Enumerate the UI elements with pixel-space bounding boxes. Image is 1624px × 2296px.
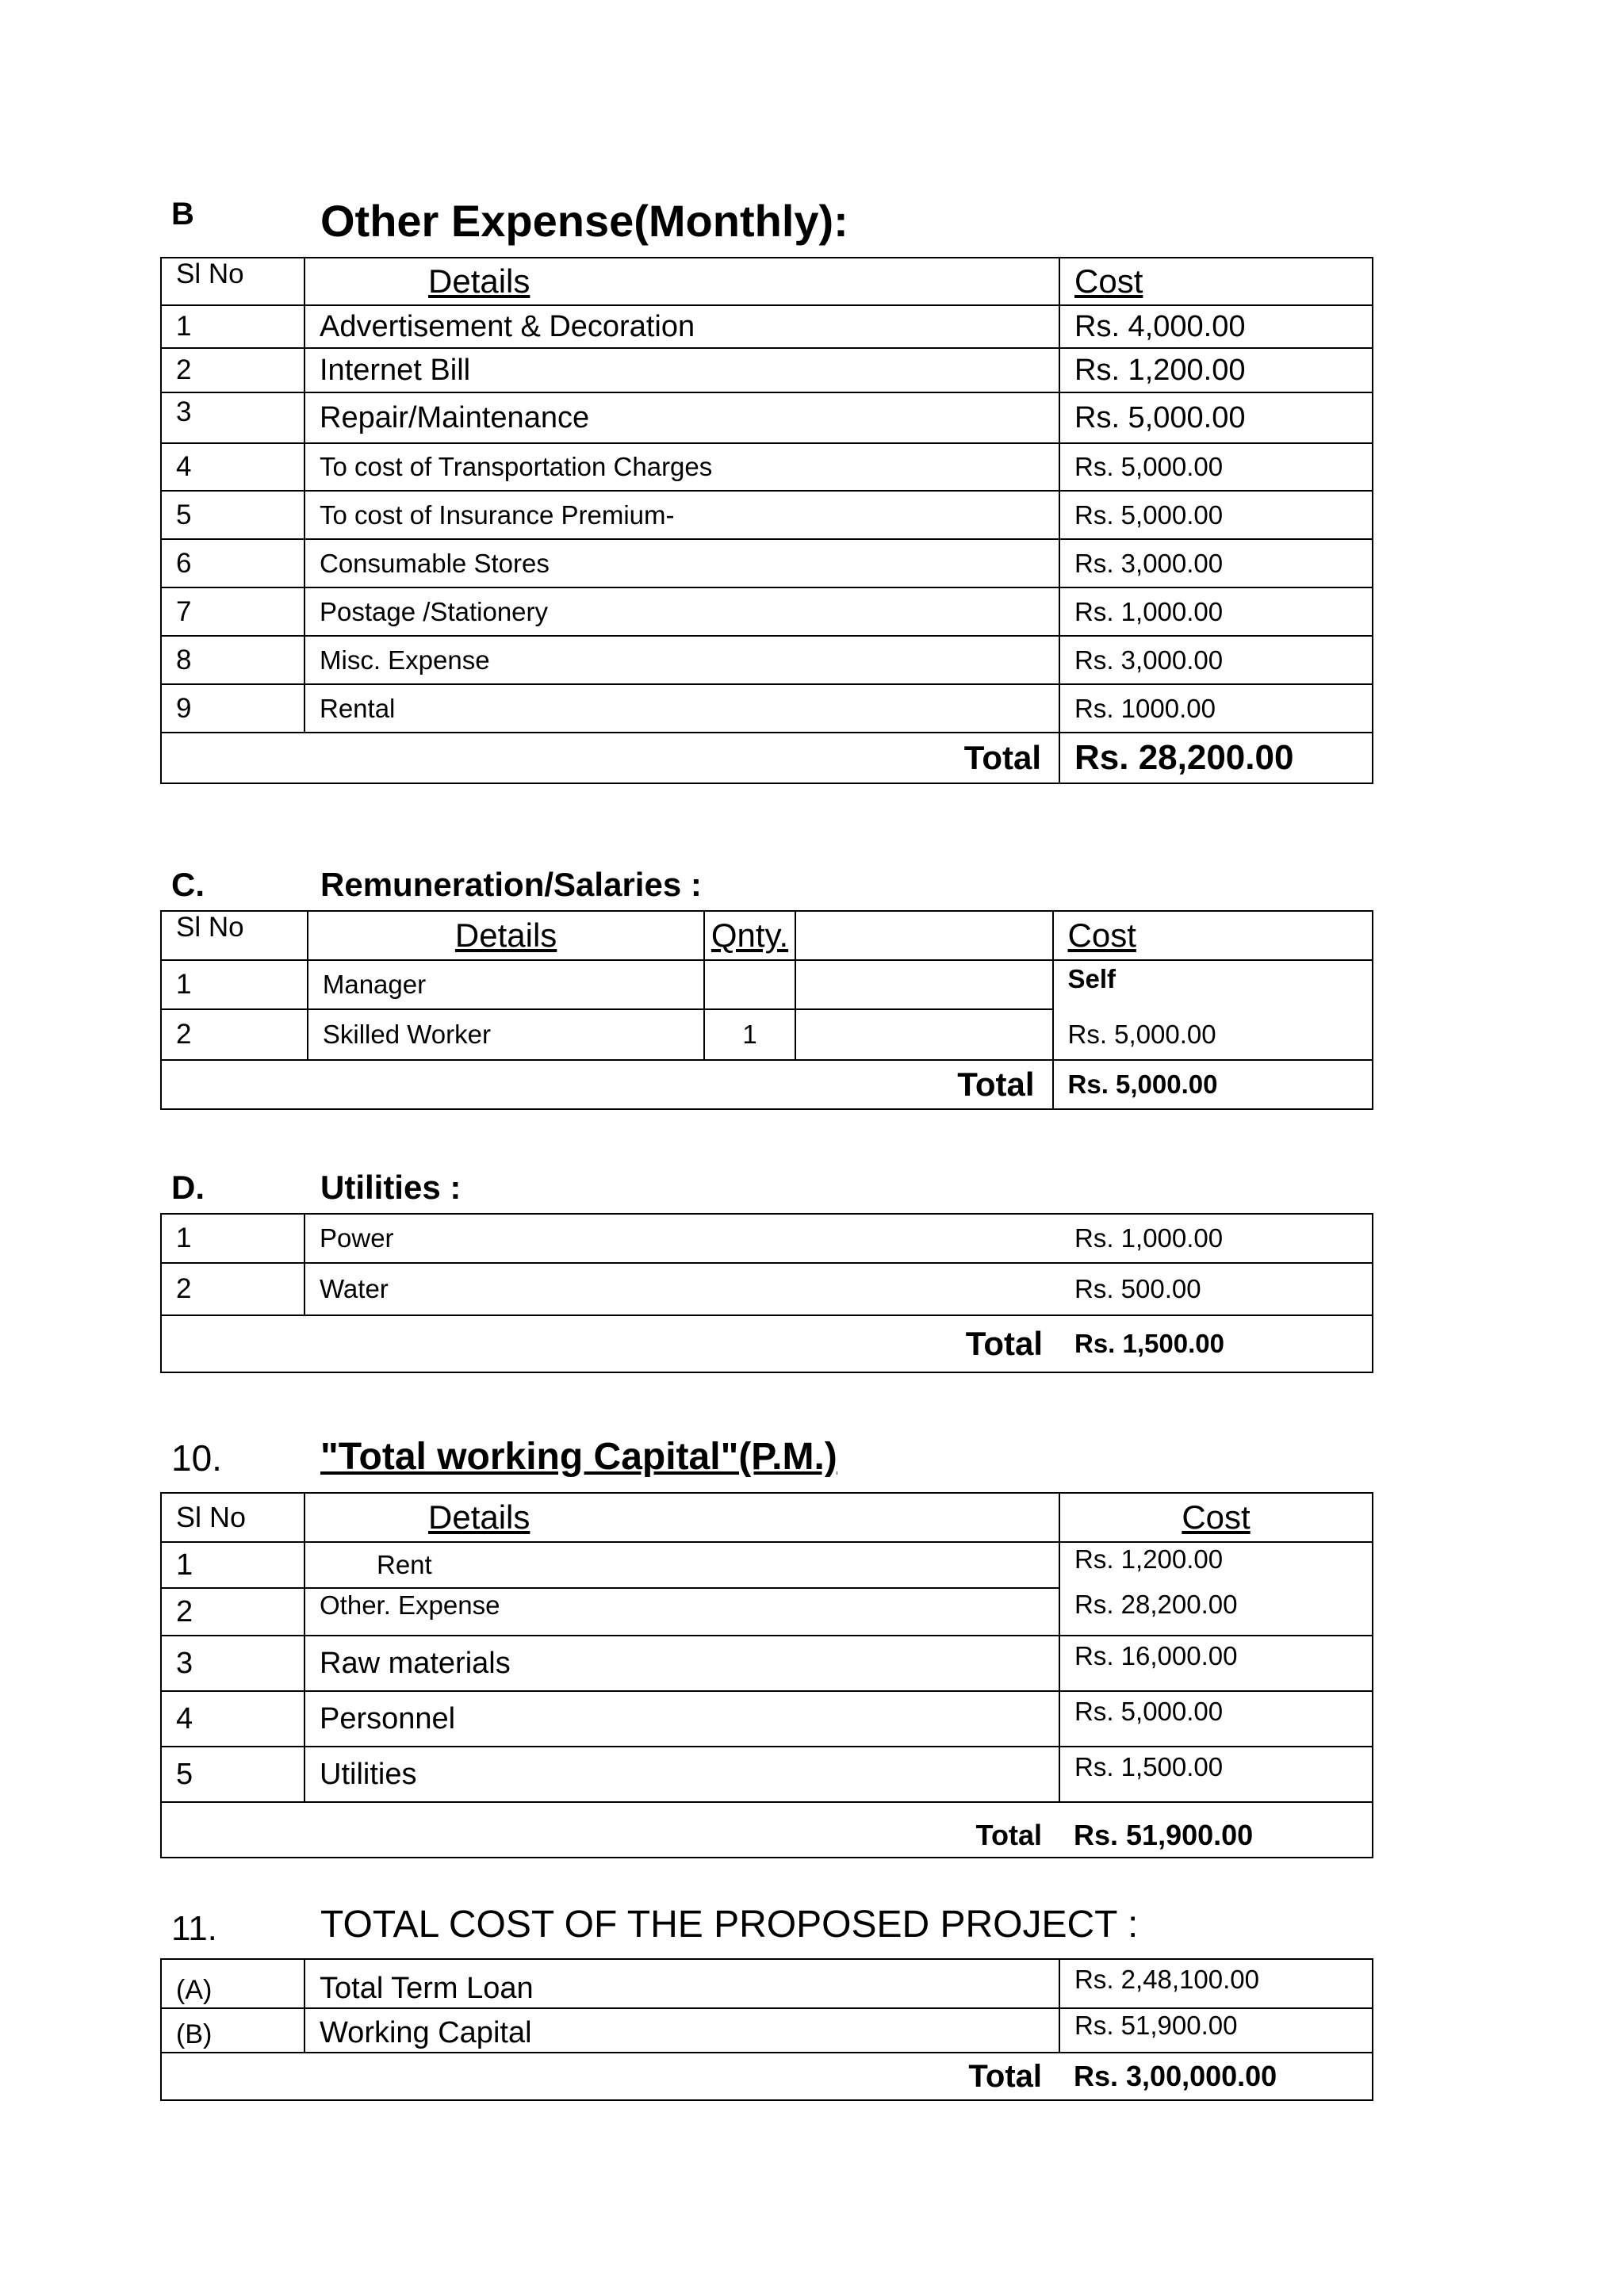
table-row bbox=[161, 392, 1373, 443]
total-value: Rs. 1,500.00 bbox=[1060, 1315, 1373, 1372]
row-cost: Rs. 5,000.00 bbox=[1059, 491, 1373, 539]
section-b-title: Other Expense(Monthly): bbox=[320, 196, 848, 246]
table-row bbox=[161, 539, 1373, 587]
row-cost: Rs. 28,200.00 bbox=[1059, 1588, 1373, 1636]
table-row bbox=[161, 491, 1373, 539]
row-details: Power bbox=[304, 1214, 1060, 1263]
row-sl: 9 bbox=[161, 684, 304, 733]
row-cost: Rs. 5,000.00 bbox=[1059, 443, 1373, 491]
row-sl: 3 bbox=[161, 392, 304, 443]
total-value: Rs. 28,200.00 bbox=[1059, 733, 1373, 783]
table-row bbox=[161, 1691, 1373, 1747]
header-sl: Sl No bbox=[161, 258, 304, 305]
total-value: Rs. 51,900.00 bbox=[1059, 1802, 1373, 1858]
working-capital-table bbox=[160, 1492, 1373, 1858]
row-details: Raw materials bbox=[304, 1636, 1059, 1691]
row-sl: 2 bbox=[161, 1009, 308, 1060]
total-row bbox=[161, 1315, 1373, 1372]
section-d-title: Utilities : bbox=[320, 1169, 462, 1206]
row-cost: Rs. 1000.00 bbox=[1059, 684, 1373, 733]
row-details: Advertisement & Decoration bbox=[304, 305, 1059, 348]
table-header-row bbox=[161, 1493, 1373, 1542]
row-cost: Rs. 51,900.00 bbox=[1059, 2008, 1373, 2053]
section-c-letter: C. bbox=[171, 866, 205, 903]
table-row bbox=[161, 348, 1373, 392]
row-details: Total Term Loan bbox=[304, 1959, 1059, 2008]
section-10-title: "Total working Capital"(P.M.) bbox=[320, 1436, 837, 1478]
row-details: Repair/Maintenance bbox=[304, 392, 1059, 443]
row-cost: Rs. 5,000.00 bbox=[1059, 1691, 1373, 1747]
section-10-number: 10. bbox=[171, 1437, 222, 1479]
table-row bbox=[161, 1263, 1373, 1315]
blank-cell bbox=[795, 1009, 1053, 1060]
row-cost: Rs. 5,000.00 bbox=[1053, 1009, 1373, 1060]
total-row bbox=[161, 733, 1373, 783]
row-cost: Self bbox=[1053, 960, 1373, 1009]
section-c-title: Remuneration/Salaries : bbox=[320, 866, 702, 903]
section-d-letter: D. bbox=[171, 1169, 205, 1206]
table-row bbox=[161, 1588, 1373, 1636]
row-details: Personnel bbox=[304, 1691, 1059, 1747]
row-sl: 2 bbox=[161, 1263, 304, 1315]
header-sl: Sl No bbox=[161, 1493, 304, 1542]
row-cost: Rs. 1,200.00 bbox=[1059, 348, 1373, 392]
row-cost: Rs. 1,000.00 bbox=[1060, 1214, 1373, 1263]
total-value: Rs. 3,00,000.00 bbox=[1059, 2053, 1373, 2100]
row-cost: Rs. 4,000.00 bbox=[1059, 305, 1373, 348]
table-row bbox=[161, 960, 1373, 1009]
table-row bbox=[161, 1214, 1373, 1263]
row-cost: Rs. 1,500.00 bbox=[1059, 1747, 1373, 1802]
table-row bbox=[161, 636, 1373, 684]
row-details: Utilities bbox=[304, 1747, 1059, 1802]
row-details: Other. Expense bbox=[304, 1588, 1059, 1636]
table-row bbox=[161, 1542, 1373, 1588]
row-details: Water bbox=[304, 1263, 1060, 1315]
total-label: Total bbox=[161, 1802, 1059, 1858]
row-sl: 7 bbox=[161, 587, 304, 636]
row-sl: 2 bbox=[161, 348, 304, 392]
salaries-table bbox=[160, 910, 1373, 1110]
row-details: Misc. Expense bbox=[304, 636, 1059, 684]
utilities-table bbox=[160, 1213, 1373, 1373]
total-label: Total bbox=[161, 1315, 1060, 1372]
table-row bbox=[161, 1959, 1373, 2008]
header-details: Details bbox=[304, 258, 1059, 305]
table-row bbox=[161, 305, 1373, 348]
table-row bbox=[161, 2008, 1373, 2053]
row-sl: 4 bbox=[161, 443, 304, 491]
other-expense-table bbox=[160, 257, 1373, 784]
header-details: Details bbox=[308, 911, 704, 960]
table-row bbox=[161, 1747, 1373, 1802]
header-details: Details bbox=[304, 1493, 1059, 1542]
row-details: Manager bbox=[308, 960, 704, 1009]
header-cost: Cost bbox=[1053, 911, 1373, 960]
row-cost: Rs. 5,000.00 bbox=[1059, 392, 1373, 443]
table-row bbox=[161, 684, 1373, 733]
total-label: Total bbox=[161, 733, 1059, 783]
row-sl: 5 bbox=[161, 491, 304, 539]
blank-cell bbox=[795, 911, 1053, 960]
row-sl: 4 bbox=[161, 1691, 304, 1747]
table-row bbox=[161, 1009, 1373, 1060]
row-details: Consumable Stores bbox=[304, 539, 1059, 587]
row-sl: 2 bbox=[161, 1588, 304, 1636]
table-row bbox=[161, 1636, 1373, 1691]
row-details: Working Capital bbox=[304, 2008, 1059, 2053]
total-value: Rs. 5,000.00 bbox=[1053, 1060, 1373, 1109]
total-project-cost-table bbox=[160, 1958, 1373, 2101]
row-cost: Rs. 1,000.00 bbox=[1059, 587, 1373, 636]
row-qnty: 1 bbox=[704, 1009, 795, 1060]
row-sl: 6 bbox=[161, 539, 304, 587]
total-row bbox=[161, 1060, 1373, 1109]
section-11-number: 11. bbox=[171, 1909, 217, 1948]
row-cost: Rs. 3,000.00 bbox=[1059, 539, 1373, 587]
row-sl: 1 bbox=[161, 1214, 304, 1263]
row-details: Skilled Worker bbox=[308, 1009, 704, 1060]
row-sl: 1 bbox=[161, 1542, 304, 1588]
table-row bbox=[161, 587, 1373, 636]
row-sl: (A) bbox=[161, 1959, 304, 2008]
row-cost: Rs. 16,000.00 bbox=[1059, 1636, 1373, 1691]
total-label: Total bbox=[161, 2053, 1059, 2100]
section-11-title: TOTAL COST OF THE PROPOSED PROJECT : bbox=[320, 1904, 1139, 1946]
section-b-letter: B bbox=[171, 197, 194, 232]
row-sl: 5 bbox=[161, 1747, 304, 1802]
row-sl: 1 bbox=[161, 305, 304, 348]
row-qnty bbox=[704, 960, 795, 1009]
row-cost: Rs. 500.00 bbox=[1060, 1263, 1373, 1315]
total-label: Total bbox=[161, 1060, 1053, 1109]
total-row bbox=[161, 1802, 1373, 1858]
row-sl: 1 bbox=[161, 960, 308, 1009]
total-row bbox=[161, 2053, 1373, 2100]
row-cost: Rs. 1,200.00 bbox=[1059, 1542, 1373, 1588]
row-sl: 3 bbox=[161, 1636, 304, 1691]
header-qnty: Qnty. bbox=[704, 911, 795, 960]
row-sl: (B) bbox=[161, 2008, 304, 2053]
header-cost: Cost bbox=[1059, 258, 1373, 305]
row-details: To cost of Insurance Premium- bbox=[304, 491, 1059, 539]
table-row bbox=[161, 443, 1373, 491]
row-sl: 8 bbox=[161, 636, 304, 684]
table-header-row bbox=[161, 911, 1373, 960]
blank-cell bbox=[795, 960, 1053, 1009]
row-details: To cost of Transportation Charges bbox=[304, 443, 1059, 491]
row-details: Rent bbox=[304, 1542, 1059, 1588]
header-cost: Cost bbox=[1059, 1493, 1373, 1542]
row-cost: Rs. 2,48,100.00 bbox=[1059, 1959, 1373, 2008]
row-details: Internet Bill bbox=[304, 348, 1059, 392]
header-sl: Sl No bbox=[161, 911, 308, 960]
row-cost: Rs. 3,000.00 bbox=[1059, 636, 1373, 684]
table-header-row bbox=[161, 258, 1373, 305]
row-details: Rental bbox=[304, 684, 1059, 733]
row-details: Postage /Stationery bbox=[304, 587, 1059, 636]
